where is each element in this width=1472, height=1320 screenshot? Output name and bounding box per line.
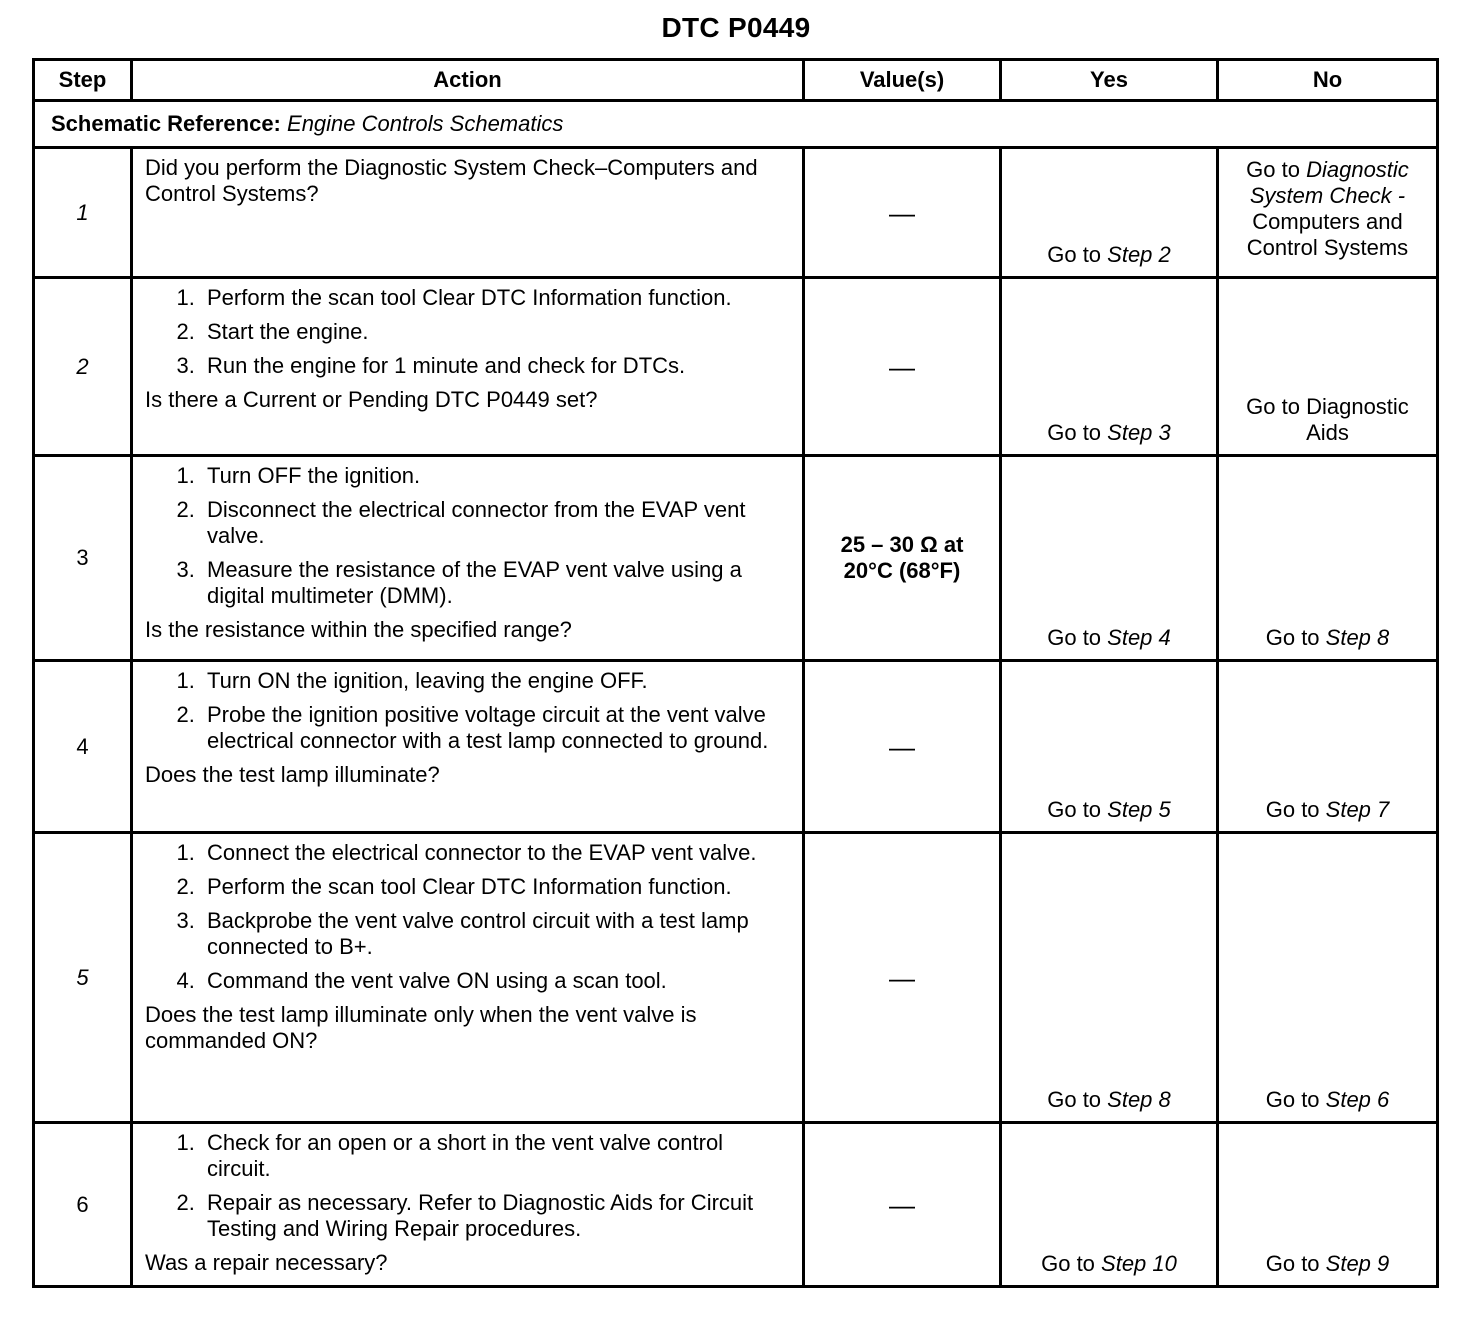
no-step-link: Step 9	[1325, 1251, 1390, 1276]
yes-cell: Go to Step 10	[1001, 1123, 1218, 1287]
table-row	[34, 148, 1438, 278]
value-cell: —	[804, 833, 1001, 1123]
action-list	[145, 668, 790, 754]
yes-step-link: Step 2	[1107, 242, 1171, 267]
action-list	[145, 840, 790, 994]
table-row	[34, 1123, 1438, 1287]
table-row	[34, 456, 1438, 661]
value-cell: —	[804, 1123, 1001, 1287]
action-cell	[132, 833, 804, 1123]
yes-step-link: Step 5	[1107, 797, 1171, 822]
action-item: 1. Connect the electrical connector to the EVAP vent valve.	[201, 840, 790, 866]
action-cell	[132, 661, 804, 833]
no-diagnostic-aids: Go to Diagnostic Aids	[1246, 394, 1409, 445]
value-cell: —	[804, 278, 1001, 456]
table-row	[34, 833, 1438, 1123]
action-question: Is there a Current or Pending DTC P0449 set?	[145, 387, 598, 412]
action-question: Does the test lamp illuminate?	[145, 762, 440, 787]
no-cell: Go to Step 9	[1218, 1123, 1438, 1287]
yes-cell: Go to Step 4	[1001, 456, 1218, 661]
action-cell	[132, 278, 804, 456]
table-row	[34, 278, 1438, 456]
yes-cell: Go to Step 2	[1001, 148, 1218, 278]
header-values: Value(s)	[804, 60, 1001, 101]
action-list	[145, 285, 790, 379]
action-cell	[132, 1123, 804, 1287]
action-item: 2. Perform the scan tool Clear DTC Information function.	[201, 874, 790, 900]
header-row	[34, 60, 1438, 101]
action-list	[145, 1130, 790, 1242]
yes-cell: Go to Step 5	[1001, 661, 1218, 833]
page-title: DTC P0449	[661, 12, 811, 43]
action-item: 1. Turn OFF the ignition.	[201, 463, 790, 489]
action-item: 1. Turn ON the ignition, leaving the engine OFF.	[201, 668, 790, 694]
action-question: Is the resistance within the specified range?	[145, 617, 572, 642]
no-step-link: Step 6	[1325, 1087, 1390, 1112]
schematic-reference-row	[34, 101, 1438, 148]
value-cell: 25 – 30 Ω at 20°C (68°F)	[804, 456, 1001, 661]
header-yes: Yes	[1001, 60, 1218, 101]
action-item: 3. Backprobe the vent valve control circuit with a test lamp connected to B+.	[201, 908, 790, 960]
action-item: 1. Check for an open or a short in the vent valve control circuit.	[201, 1130, 790, 1182]
no-cell: Go to Step 6	[1218, 833, 1438, 1123]
yes-step-link: Step 4	[1107, 625, 1171, 650]
action-item: 2. Repair as necessary. Refer to Diagnostic Aids for Circuit Testing and Wiring Repair procedures.	[201, 1190, 790, 1242]
header-step: Step	[34, 60, 132, 101]
step-number: 3	[34, 456, 132, 661]
step-number: 5	[34, 833, 132, 1123]
header-no: No	[1218, 60, 1438, 101]
step-number: 6	[34, 1123, 132, 1287]
diagnostic-table	[32, 58, 1439, 1288]
action-cell	[132, 148, 804, 278]
action-text: Did you perform the Diagnostic System Check–Computers and Control Systems?	[145, 155, 758, 206]
action-question: Does the test lamp illuminate only when the vent valve is commanded ON?	[145, 1002, 697, 1053]
action-cell	[132, 456, 804, 661]
table-row	[34, 661, 1438, 833]
action-item: 1. Perform the scan tool Clear DTC Information function.	[201, 285, 790, 311]
step-number: 1	[34, 148, 132, 278]
value-cell: —	[804, 148, 1001, 278]
action-item: 2. Disconnect the electrical connector from the EVAP vent valve.	[201, 497, 790, 549]
no-step-link: Step 8	[1325, 625, 1390, 650]
action-item: 2. Start the engine.	[201, 319, 790, 345]
step-number: 4	[34, 661, 132, 833]
yes-step-link: Step 3	[1107, 420, 1171, 445]
no-step-link: Step 7	[1325, 797, 1390, 822]
step-number: 2	[34, 278, 132, 456]
no-cell: Go to Step 7	[1218, 661, 1438, 833]
yes-cell: Go to Step 3	[1001, 278, 1218, 456]
schematic-link: Engine Controls Schematics	[287, 111, 564, 136]
action-item: 2. Probe the ignition positive voltage circuit at the vent valve electrical connector with a test lamp connected to ground.	[201, 702, 790, 754]
no-cell	[1218, 278, 1438, 456]
action-item: 4. Command the vent valve ON using a scan tool.	[201, 968, 790, 994]
action-list	[145, 463, 790, 609]
header-action: Action	[132, 60, 804, 101]
action-item: 3. Run the engine for 1 minute and check for DTCs.	[201, 353, 790, 379]
yes-step-link: Step 10	[1101, 1251, 1177, 1276]
schematic-label: Schematic Reference:	[51, 111, 281, 136]
yes-cell: Go to Step 8	[1001, 833, 1218, 1123]
value-cell: —	[804, 661, 1001, 833]
action-item: 3. Measure the resistance of the EVAP vent valve using a digital multimeter (DMM).	[201, 557, 790, 609]
yes-step-link: Step 8	[1107, 1087, 1171, 1112]
no-step-link: Diagnostic System Check -	[1249, 157, 1409, 208]
action-question: Was a repair necessary?	[145, 1250, 388, 1275]
no-cell: Go to Step 8	[1218, 456, 1438, 661]
no-cell: Go to Diagnostic System Check - Computers and Control Systems	[1218, 148, 1438, 278]
schematic-reference	[34, 101, 1438, 148]
